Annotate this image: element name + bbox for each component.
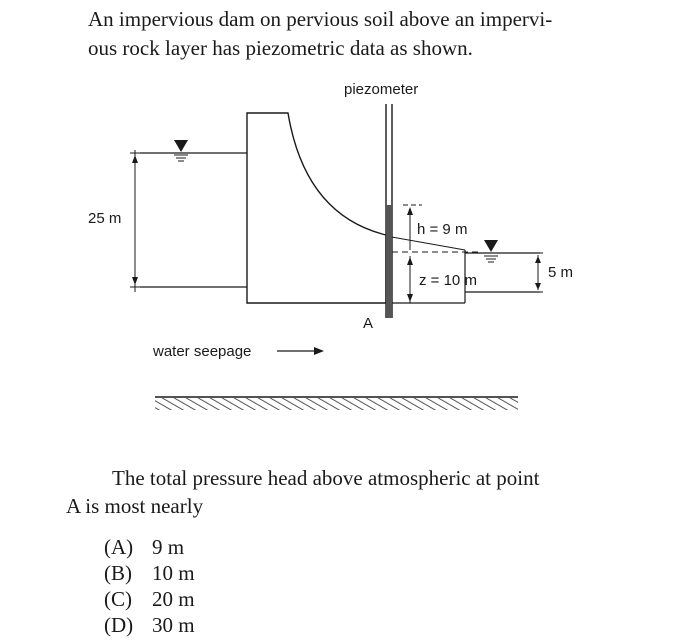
intro-line-2: ous rock layer has piezometric data as shown. [88,36,473,60]
piezometer-label: piezometer [344,81,419,98]
question-line-2: A is most nearly [66,494,204,518]
choice-letter: (D) [104,613,134,637]
dam-downstream-line [386,236,465,250]
z-label: z = 10 m [419,272,477,289]
choice-text: 20 m [152,587,195,611]
dam-body [247,113,386,303]
seepage-label: water seepage [153,343,252,360]
choice-text: 30 m [152,613,195,637]
choice-d[interactable] [104,612,195,638]
choice-letter: (B) [104,561,132,585]
choice-letter: (C) [104,587,132,611]
choice-letter: (A) [104,535,134,559]
h-label: h = 9 m [417,221,468,238]
choice-c[interactable] [104,586,195,612]
downstream-water-level-icon [484,240,498,262]
choice-text: 10 m [152,561,195,585]
answer-choices [104,534,195,638]
impervious-rock-layer [155,397,518,410]
upstream-depth-label: 25 m [88,210,122,227]
choice-a[interactable] [104,534,195,560]
intro-line-1: An impervious dam on pervious soil above an impervi- [88,7,553,31]
upstream-depth-dimension [130,150,140,292]
upstream-water-level-icon [174,140,188,161]
z-dimension [407,256,413,303]
seepage-arrow-icon [277,347,324,355]
question-line-1: The total pressure head above atmospheric at point [112,466,540,490]
question-text [66,464,646,520]
downstream-depth-label: 5 m [548,264,574,281]
choice-text: 9 m [152,535,185,559]
point-a-label: A [363,315,374,332]
choice-b[interactable] [104,560,195,586]
downstream-depth-dimension [533,253,543,292]
piezometer-tube [386,104,392,318]
